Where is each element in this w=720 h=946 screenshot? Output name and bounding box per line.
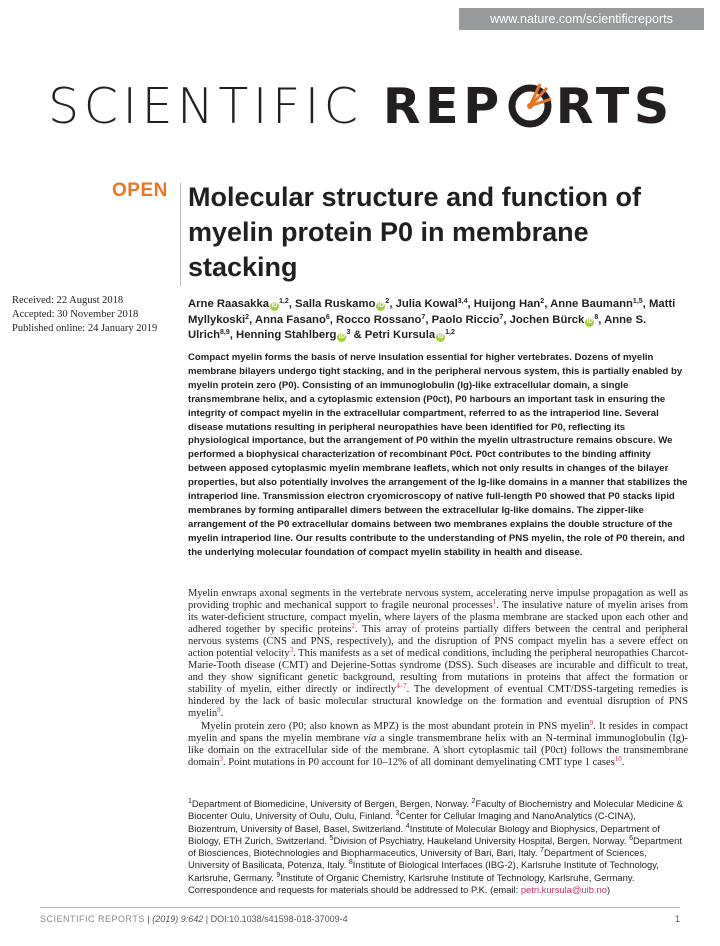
footer-divider [40,907,680,908]
affiliation-text: Division of Psychiatry, Haukeland University Hospital, Bergen, Norway. [333,834,630,846]
footer-citation: (2019) 9:642 [152,914,204,924]
author-name[interactable]: Petri Kursula [364,329,436,342]
main-text [188,588,688,769]
author-separator: , [229,329,237,342]
author-affiliation-sup: 1,5 [632,298,643,305]
body-text-run: Myelin protein zero (P0; also known as MPZ) is the most abundant protein in PNS myelin [201,720,590,732]
masthead-scientific: SCIENTIFIC [48,78,363,135]
orcid-icon[interactable]: iD [586,318,593,325]
affiliation-number: 8 [348,859,353,867]
orcid-icon[interactable]: iD [437,334,444,341]
page-footer [40,914,680,924]
affiliations [188,798,688,896]
author-affiliation-sup: 3,4 [457,298,468,305]
author-affiliation-sup: 1,2 [445,329,455,337]
citation-ref[interactable]: 3 [219,754,223,763]
correspondence-text: Correspondence and requests for materials should be addressed to P.K. (email: [188,884,521,896]
citation-ref[interactable]: 1 [492,598,497,607]
author-separator: , [425,313,432,326]
journal-masthead [48,76,672,138]
affiliation-text: Institute of Biological Interfaces (IBG-2), Karlsruhe Institute of Technology, Karlsruhe, Germany. [188,859,659,883]
author-affiliation-sup: 6 [325,313,330,321]
open-access-label: OPEN [112,180,168,201]
affiliation-text: Department of Biomedicine, University of Bergen, Bergen, Norway. [191,798,472,809]
author-separator: , [249,313,255,326]
body-paragraph-1 [188,588,688,721]
author-affiliation-sup: 1,2 [279,298,289,305]
citation-ref[interactable]: 3 [289,646,294,655]
body-text-run: . Point mutations in P0 account for 10–12% of all dominant demyelinating CMT type 1 cases [223,756,615,768]
affiliation-text: Institute of Molecular Biology and Biophysics, Department of Biology, ETH Zurich, Switzerland. [188,822,660,846]
author-name[interactable]: Salla Ruskamo [295,298,376,310]
citation-ref[interactable]: 9 [589,718,594,727]
title-divider [180,183,181,286]
author-name[interactable]: Paolo Riccio [431,313,500,326]
footer-doi[interactable]: | DOI:10.1038/s41598-018-37009-4 [203,914,348,924]
masthead-rts: RTS [555,78,674,135]
author-separator: , [544,298,551,310]
author-separator: , [503,313,510,326]
citation-ref[interactable]: 2 [351,622,355,631]
author-affiliation-sup: 2 [540,298,545,305]
affiliation-number: 6 [629,834,633,842]
author-name[interactable]: Matti Myllykoski [188,298,676,326]
author-separator: , [598,313,605,326]
body-text-run: a single transmembrane helix with an N-terminal immunoglobulin (Ig)-like domain on the extracellular side of the membrane. A short cytoplasmic tail (P0ct) follows the transmembrane domain [188,732,689,768]
body-italic-run: via [363,732,377,744]
author-name[interactable]: Rocco Rossano [336,313,422,326]
footer-separator: | [144,914,153,924]
author-name[interactable]: Huijong Han [473,298,541,310]
author-affiliation-sup: 7 [499,313,504,321]
author-affiliation-sup: 8,9 [220,329,230,337]
author-separator: , [467,298,474,310]
author-name[interactable]: Anne Baumann [550,298,633,310]
author-separator: , [288,298,296,310]
author-list [188,297,688,344]
article-dates [12,294,177,336]
received-date: Received: 22 August 2018 [12,295,124,306]
affiliation-text: Department of Biosciences, Biotechnologies and Biopharmaceutics, University of Bari, Bari, Italy. [188,834,682,859]
author-affiliation-sup: 2 [245,313,250,321]
affiliation-text: Faculty of Biochemistry and Molecular Medicine & Biocenter Oulu, University of Oulu, Oulu, Finland. [188,798,683,822]
affiliation-number: 7 [540,847,544,855]
citation-ref[interactable]: 10 [614,754,622,763]
body-text-run: . The development of eventual CMT/DSS-targeting remedies is hindered by the lack of basic molecular structural knowledge on the formation and eventual disruption of PNS myelin [188,684,688,720]
author-name[interactable]: Henning Stahlberg [236,329,337,342]
affiliation-number: 2 [471,798,476,805]
author-name[interactable]: Anna Fasano [254,313,326,326]
body-text-run: . [621,756,625,768]
footer-journal-name: SCIENTIFIC REPORTS [40,914,145,924]
affiliation-text: Department of Sciences, University of Basilicata, Potenza, Italy. [188,847,647,871]
author-separator: , [329,313,337,326]
citation-ref[interactable]: 4–7 [396,682,407,691]
body-text-run: . This array of proteins partially differs between the central and peripheral nervous systems (CNS and PNS, respectively), and the disruption of PNS compact myelin has a severe effect on action potential velocity [188,624,689,660]
body-text-run: Myelin enwraps axonal segments in the vertebrate nervous system, accelerating nerve impulse propagation as well as providing trophic and mechanical support to fragile neuronal processes [188,588,688,612]
abstract: Compact myelin forms the basis of nerve insulation essential for higher vertebrates. Dozens of myelin membrane bilayers undergo tight stacking, and in the peripheral nervous system, this is partially enabled by myelin protein zero (P0). Consisting of an immunoglobulin (Ig)-like extracellular domain, a single transmembrane helix, and a cytoplasmic extension (P0ct), P0 harbours an important task in ensuring the integrity of compact myelin in the extracellular compartment, referred to as the intraperiod line. Several disease mutations resulting in peripheral neuropathies have been identified for P0, reflecting its physiological importance, but the arrangement of P0 within the myelin ultrastructure remains obscure. We performed a biophysical characterization of recombinant P0ct. P0ct contributes to the binding affinity between apposed cytoplasmic myelin membrane leaflets, which not only results in changes of the bilayer properties, but also potentially involves the arrangement of the Ig-like domains in a manner that stabilizes the intraperiod line. Transmission electron cryomicroscopy of native full-length P0 showed that P0 stacks lipid membranes by forming antiparallel dimers between the extracellular Ig-like domains. The zipper-like arrangement of the P0 extracellular domains between two membranes explains the double structure of the myelin intraperiod line. Our results contribute to the understanding of PNS myelin, the role of P0 therein, and the underlying molecular foundation of compact myelin stability in health and disease. [188,352,688,558]
author-affiliation-sup: 7 [421,313,426,321]
correspondence-end: ) [606,884,611,896]
body-paragraph-2 [188,718,689,769]
affiliation-text: Center for Cellular Imaging and NanoAnalytics (C-CINA), Biozentrum, University of Basel, Basel, Switzerland. [188,810,636,834]
body-text-run: . [220,708,224,720]
author-name[interactable]: Julia Kowal [395,298,458,310]
masthead-o-logo-icon [507,82,553,128]
affiliation-number: 4 [405,822,410,830]
orcid-icon[interactable]: iD [338,334,345,341]
orcid-icon[interactable]: iD [271,303,278,309]
orcid-icon[interactable]: iD [377,303,384,309]
author-separator: & [350,329,365,342]
affiliation-number: 3 [395,810,400,818]
author-affiliation-sup: 2 [385,298,390,305]
affiliation-number: 5 [329,834,334,842]
accepted-date: Accepted: 30 November 2018 [12,309,139,320]
published-date: Published online: 24 January 2019 [12,323,158,334]
author-name[interactable]: Arne Raasakka [188,298,270,310]
journal-url-banner[interactable]: www.nature.com/scientificreports [459,8,704,30]
body-text-run: . It resides in compact myelin and spans the myelin membrane [188,720,689,744]
author-separator: , [642,298,649,310]
masthead-rep: REP [382,78,504,135]
page-number: 1 [674,914,680,924]
affiliation-number: 9 [276,871,281,879]
affiliation-text: Institute of Organic Chemistry, Karlsruhe Institute of Technology, Karlsruhe, Germany. [280,871,635,883]
body-text-run: . The insulative nature of myelin arises from its water-deficient structure, compact myelin, where layers of the plasma membrane are stacked upon each other and adhered together by specific proteins [188,600,689,636]
citation-ref[interactable]: 8 [217,706,221,715]
author-affiliation-sup: 3 [346,329,351,337]
affiliation-number: 1 [188,798,192,805]
author-name[interactable]: Jochen Bürck [509,313,585,326]
article-title: Molecular structure and function of myelin protein P0 in membrane stacking [188,182,642,282]
author-affiliation-sup: 8 [594,313,599,321]
author-separator: , [389,298,396,310]
correspondence-email-link[interactable]: petri.kursula@uib.no [520,884,607,896]
author-name[interactable]: Anne S. Ulrich [188,313,647,342]
body-text-run: . This manifests as a set of medical conditions, including the peripheral neuropathies Charcot-Marie-Tooth disease (CMT) and Dejerine-Sottas syndrome (DSS). Such diseases are incurable and difficult to treat, and they show significant genetic background, resulting from mutations in proteins that affect the formation or stability of myelin, either directly or indirectly [188,648,688,696]
